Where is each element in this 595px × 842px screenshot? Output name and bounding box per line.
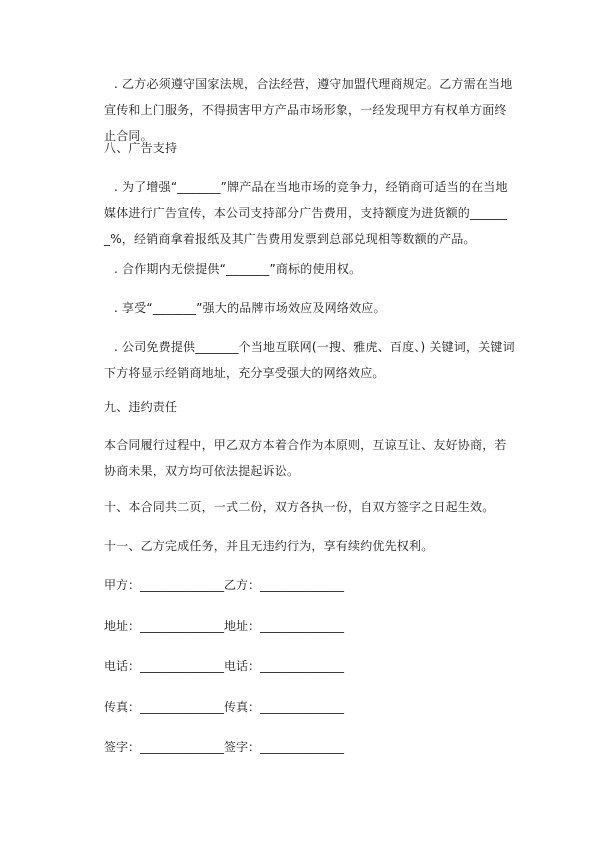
signature-row-party — [104, 575, 344, 595]
signature-address-a: 地址：______________ — [104, 619, 225, 633]
section-heading-advertising-support: 八、广告支持 — [104, 141, 178, 155]
clause-contract-pages: 十、本合同共二页，一式二份，双方各执一份，自双方签字之日起生效。 — [104, 500, 495, 514]
clause-renewal-priority: 十一、乙方完成任务，并且无违约行为，享有续约优先权利。 — [104, 539, 434, 553]
signature-row-phone — [104, 656, 344, 676]
clause-dispute-resolution: 本合同履行过程中，甲乙双方本着合作为本原则，互谅互让、友好协商，若协商未果，双方均可依法提起诉讼。 — [104, 438, 507, 478]
clause-internet-keywords: . 公司免费提供_______个当地互联网(一搜、雅虎、百度、) 关键词，关键词下方将显示经销商地址，充分享受强大的网络效应。 — [104, 340, 515, 380]
signature-party-b: 乙方：______________ — [224, 578, 345, 592]
signature-phone-a: 电话：______________ — [104, 659, 225, 673]
signature-row-sign — [104, 737, 344, 757]
signature-fax-a: 传真：______________ — [104, 700, 225, 714]
signature-address-b: 地址：______________ — [224, 619, 345, 633]
clause-obey-laws: . 乙方必须遵守国家法规，合法经营，遵守加盟代理商规定。乙方需在当地宣传和上门服务，不得损害甲方产品市场形象，一经发现甲方有权单方面终止合同。 — [104, 77, 513, 143]
signature-row-fax — [104, 697, 344, 717]
clause-advertising: . 为了增强“_______”牌产品在当地市场的竞争力，经销商可适当的在当地媒体进行广告宣传，本公司支持部分广告费用，支持额度为进货额的_______%，经销商拿着报纸及其广告费用发票到总部兑现相等数额的产品。 — [104, 180, 508, 246]
signature-phone-b: 电话：______________ — [224, 659, 345, 673]
signature-sign-a: 签字：______________ — [104, 740, 225, 754]
signature-sign-b: 签字：______________ — [224, 740, 345, 754]
clause-brand-effect: . 享受“_______”强大的品牌市场效应及网络效应。 — [114, 301, 386, 315]
section-heading-breach-liability: 九、违约责任 — [104, 400, 178, 414]
signature-party-a: 甲方：______________ — [104, 578, 225, 592]
signature-row-address — [104, 616, 344, 636]
signature-fax-b: 传真：______________ — [224, 700, 345, 714]
clause-trademark-use: . 合作期内无偿提供“_______”商标的使用权。 — [114, 262, 362, 276]
